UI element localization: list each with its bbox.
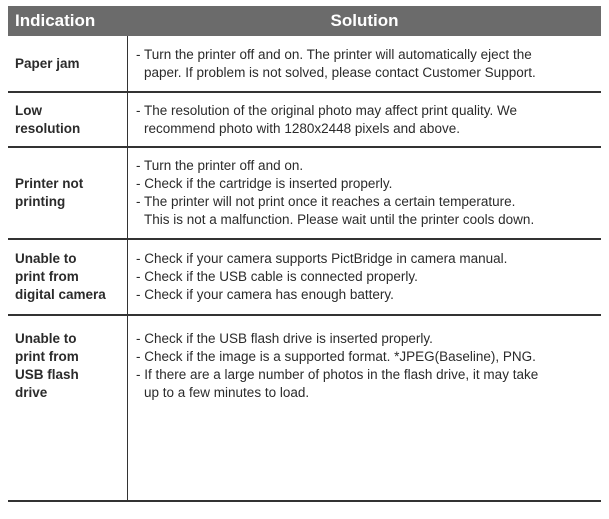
indication-cell bbox=[8, 36, 128, 91]
solution-cell bbox=[128, 148, 601, 238]
table-row bbox=[8, 240, 601, 316]
table-row bbox=[8, 148, 601, 240]
solution-line: recommend photo with 1280x2448 pixels and above. bbox=[144, 120, 460, 136]
indication-text: USB flash bbox=[15, 367, 79, 382]
indication-text: resolution bbox=[15, 120, 81, 136]
solution-cell bbox=[128, 93, 601, 146]
solution-line: - Check if the USB flash drive is inserted properly. bbox=[136, 331, 433, 346]
solution-cell bbox=[128, 240, 601, 314]
header-solution: Solution bbox=[330, 11, 399, 30]
troubleshooting-table bbox=[8, 6, 601, 502]
solution-cell bbox=[128, 36, 601, 91]
indication-text: Unable to bbox=[15, 331, 77, 346]
solution-line: - If there are a large number of photos in the flash drive, it may take bbox=[136, 367, 539, 382]
solution-line: - Turn the printer off and on. The printer will automatically eject the bbox=[136, 46, 532, 62]
solution-line: - Check if the image is a supported format. *JPEG(Baseline), PNG. bbox=[136, 349, 536, 364]
table-row bbox=[8, 93, 601, 148]
indication-text: Unable to bbox=[15, 251, 77, 266]
indication-cell bbox=[8, 240, 128, 314]
solution-line: - Turn the printer off and on. bbox=[136, 158, 304, 173]
solution-line: - Check if your camera supports PictBridge in camera manual. bbox=[136, 251, 508, 266]
solution-line: paper. If problem is not solved, please contact Customer Support. bbox=[144, 64, 536, 80]
indication-text: Low bbox=[15, 102, 42, 118]
table-row bbox=[8, 316, 601, 502]
indication-text: print from bbox=[15, 269, 79, 284]
solution-line: up to a few minutes to load. bbox=[144, 385, 310, 400]
indication-text: Printer not bbox=[15, 176, 84, 191]
table-row bbox=[8, 36, 601, 93]
solution-line: - Check if the USB cable is connected properly. bbox=[136, 269, 418, 284]
solution-cell bbox=[128, 316, 601, 500]
table-header bbox=[8, 6, 601, 36]
solution-line: - The printer will not print once it reaches a certain temperature. bbox=[136, 194, 516, 209]
solution-line: This is not a malfunction. Please wait until the printer cools down. bbox=[144, 212, 535, 227]
indication-text: drive bbox=[15, 385, 48, 400]
indication-text: digital camera bbox=[15, 287, 106, 302]
indication-cell bbox=[8, 316, 128, 500]
solution-line: - The resolution of the original photo may affect print quality. We bbox=[136, 102, 517, 118]
indication-cell bbox=[8, 93, 128, 146]
indication-text: print from bbox=[15, 349, 79, 364]
table-body bbox=[8, 36, 601, 502]
indication-text: Paper jam bbox=[15, 55, 80, 71]
solution-line: - Check if the cartridge is inserted properly. bbox=[136, 176, 393, 191]
solution-line: - Check if your camera has enough battery. bbox=[136, 287, 394, 302]
indication-text: printing bbox=[15, 194, 66, 209]
indication-cell bbox=[8, 148, 128, 238]
header-indication: Indication bbox=[15, 11, 96, 30]
